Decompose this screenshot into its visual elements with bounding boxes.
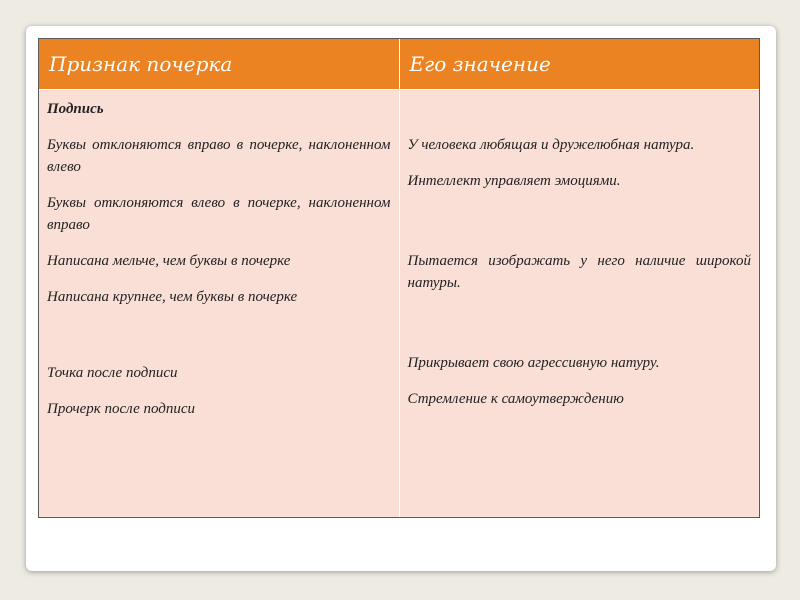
spacer xyxy=(408,98,752,134)
feature-title: Подпись xyxy=(47,101,104,117)
feature-item: Буквы отклоняются вправо в почерке, наклоненном влево xyxy=(47,137,391,175)
meaning-item: Интеллект управляет эмоциями. xyxy=(407,173,621,189)
meaning-item: Прикрывает свою агрессивную натуру. xyxy=(407,355,660,371)
spacer xyxy=(408,192,752,250)
meaning-column xyxy=(399,90,759,518)
header-feature: Признак почерка xyxy=(39,39,399,90)
feature-column xyxy=(39,90,399,518)
meaning-item: Пытается изображать у него наличие широкой натуры. xyxy=(407,253,751,291)
header-meaning: Его значение xyxy=(399,39,759,90)
table-header-row xyxy=(39,39,759,90)
spacer xyxy=(408,294,752,352)
feature-item: Буквы отклоняются влево в почерке, наклоненном вправо xyxy=(47,195,391,233)
table-body-row xyxy=(39,90,759,518)
meaning-item: У человека любящая и дружелюбная натура. xyxy=(407,137,695,153)
spacer xyxy=(47,308,391,362)
meaning-item: Стремление к самоутверждению xyxy=(407,391,624,407)
handwriting-table xyxy=(38,38,760,518)
feature-item: Прочерк после подписи xyxy=(47,401,196,417)
feature-item: Точка после подписи xyxy=(47,365,178,381)
slide xyxy=(26,26,776,571)
feature-item: Написана крупнее, чем буквы в почерке xyxy=(47,289,298,305)
feature-item: Написана мельче, чем буквы в почерке xyxy=(47,253,291,269)
